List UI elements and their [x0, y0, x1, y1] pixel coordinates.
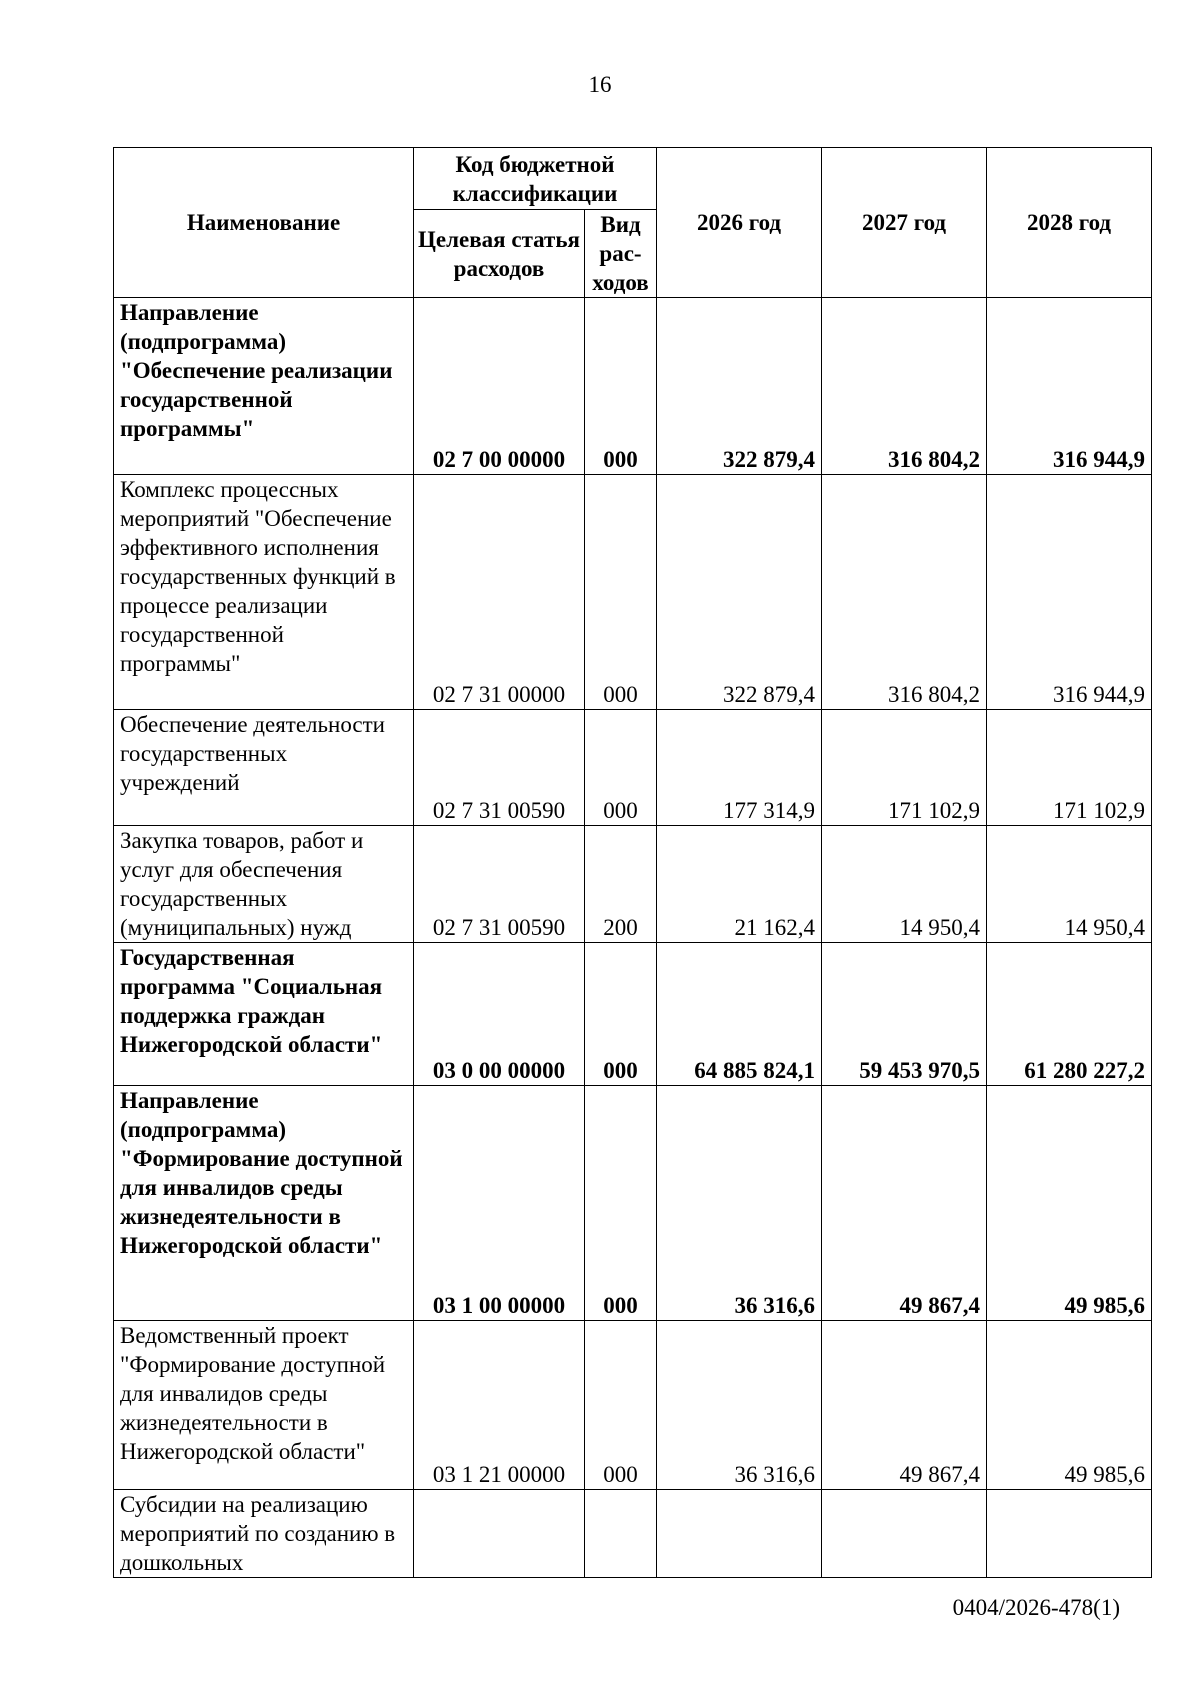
header-budget-code: Код бюджетной классификации [414, 148, 657, 210]
row-expense-type: 000 [585, 1086, 657, 1321]
row-target-article: 02 7 00 00000 [414, 298, 585, 475]
row-name: Обеспечение деятельности государственных учреждений [114, 710, 414, 826]
table-row [114, 1086, 1152, 1321]
header-year-2028: 2028 год [987, 148, 1152, 298]
row-amount-2026: 177 314,9 [657, 710, 822, 826]
row-expense-type: 000 [585, 943, 657, 1086]
row-amount-2027: 316 804,2 [822, 475, 987, 710]
page-number: 16 [588, 72, 612, 97]
row-amount-2027: 49 867,4 [822, 1321, 987, 1490]
row-amount-2028: 171 102,9 [987, 710, 1152, 826]
table-row [114, 826, 1152, 943]
row-amount-2028: 61 280 227,2 [987, 943, 1152, 1086]
row-expense-type: 000 [585, 475, 657, 710]
table-row [114, 1321, 1152, 1490]
row-expense-type: 200 [585, 826, 657, 943]
row-expense-type [585, 1490, 657, 1578]
row-amount-2027: 316 804,2 [822, 298, 987, 475]
row-amount-2026 [657, 1490, 822, 1578]
header-expense-type: Вид рас-ходов [585, 210, 657, 298]
row-amount-2026: 36 316,6 [657, 1321, 822, 1490]
row-amount-2027: 59 453 970,5 [822, 943, 987, 1086]
row-amount-2028: 49 985,6 [987, 1086, 1152, 1321]
row-expense-type: 000 [585, 710, 657, 826]
row-name: Закупка товаров, работ и услуг для обеспечения государственных (муниципальных) нужд [114, 826, 414, 943]
row-amount-2026: 322 879,4 [657, 475, 822, 710]
row-amount-2026: 64 885 824,1 [657, 943, 822, 1086]
row-target-article [414, 1490, 585, 1578]
table-row [114, 710, 1152, 826]
table-body [114, 298, 1152, 1578]
row-amount-2027: 49 867,4 [822, 1086, 987, 1321]
row-amount-2028 [987, 1490, 1152, 1578]
row-amount-2028: 316 944,9 [987, 298, 1152, 475]
row-expense-type: 000 [585, 298, 657, 475]
table-row [114, 943, 1152, 1086]
header-year-2026: 2026 год [657, 148, 822, 298]
row-name: Направление (подпрограмма) "Обеспечение реализации государственной программы" [114, 298, 414, 475]
row-name: Комплекс процессных мероприятий "Обеспечение эффективного исполнения государственных функций в процессе реализации государственной программы" [114, 475, 414, 710]
row-amount-2028: 316 944,9 [987, 475, 1152, 710]
row-target-article: 02 7 31 00000 [414, 475, 585, 710]
row-amount-2028: 14 950,4 [987, 826, 1152, 943]
row-amount-2027: 14 950,4 [822, 826, 987, 943]
table-row [114, 475, 1152, 710]
row-expense-type: 000 [585, 1321, 657, 1490]
row-amount-2027 [822, 1490, 987, 1578]
row-name: Ведомственный проект "Формирование доступной для инвалидов среды жизнедеятельности в Нижегородской области" [114, 1321, 414, 1490]
row-amount-2028: 49 985,6 [987, 1321, 1152, 1490]
row-target-article: 03 1 00 00000 [414, 1086, 585, 1321]
row-target-article: 03 1 21 00000 [414, 1321, 585, 1490]
row-amount-2026: 36 316,6 [657, 1086, 822, 1321]
table-row [114, 298, 1152, 475]
header-year-2027: 2027 год [822, 148, 987, 298]
header-name: Наименование [114, 148, 414, 298]
document-id: 0404/2026-478(1) [952, 1595, 1120, 1620]
table-header [114, 148, 1152, 298]
table-row [114, 1490, 1152, 1578]
row-name: Субсидии на реализацию мероприятий по созданию в дошкольных [114, 1490, 414, 1578]
row-amount-2026: 322 879,4 [657, 298, 822, 475]
header-target-article: Целевая статья расходов [414, 210, 585, 298]
row-amount-2027: 171 102,9 [822, 710, 987, 826]
row-target-article: 03 0 00 00000 [414, 943, 585, 1086]
row-amount-2026: 21 162,4 [657, 826, 822, 943]
row-name: Государственная программа "Социальная поддержка граждан Нижегородской области" [114, 943, 414, 1086]
row-name: Направление (подпрограмма) "Формирование доступной для инвалидов среды жизнедеятельности в Нижегородской области" [114, 1086, 414, 1321]
row-target-article: 02 7 31 00590 [414, 826, 585, 943]
budget-table [113, 147, 1152, 1578]
row-target-article: 02 7 31 00590 [414, 710, 585, 826]
